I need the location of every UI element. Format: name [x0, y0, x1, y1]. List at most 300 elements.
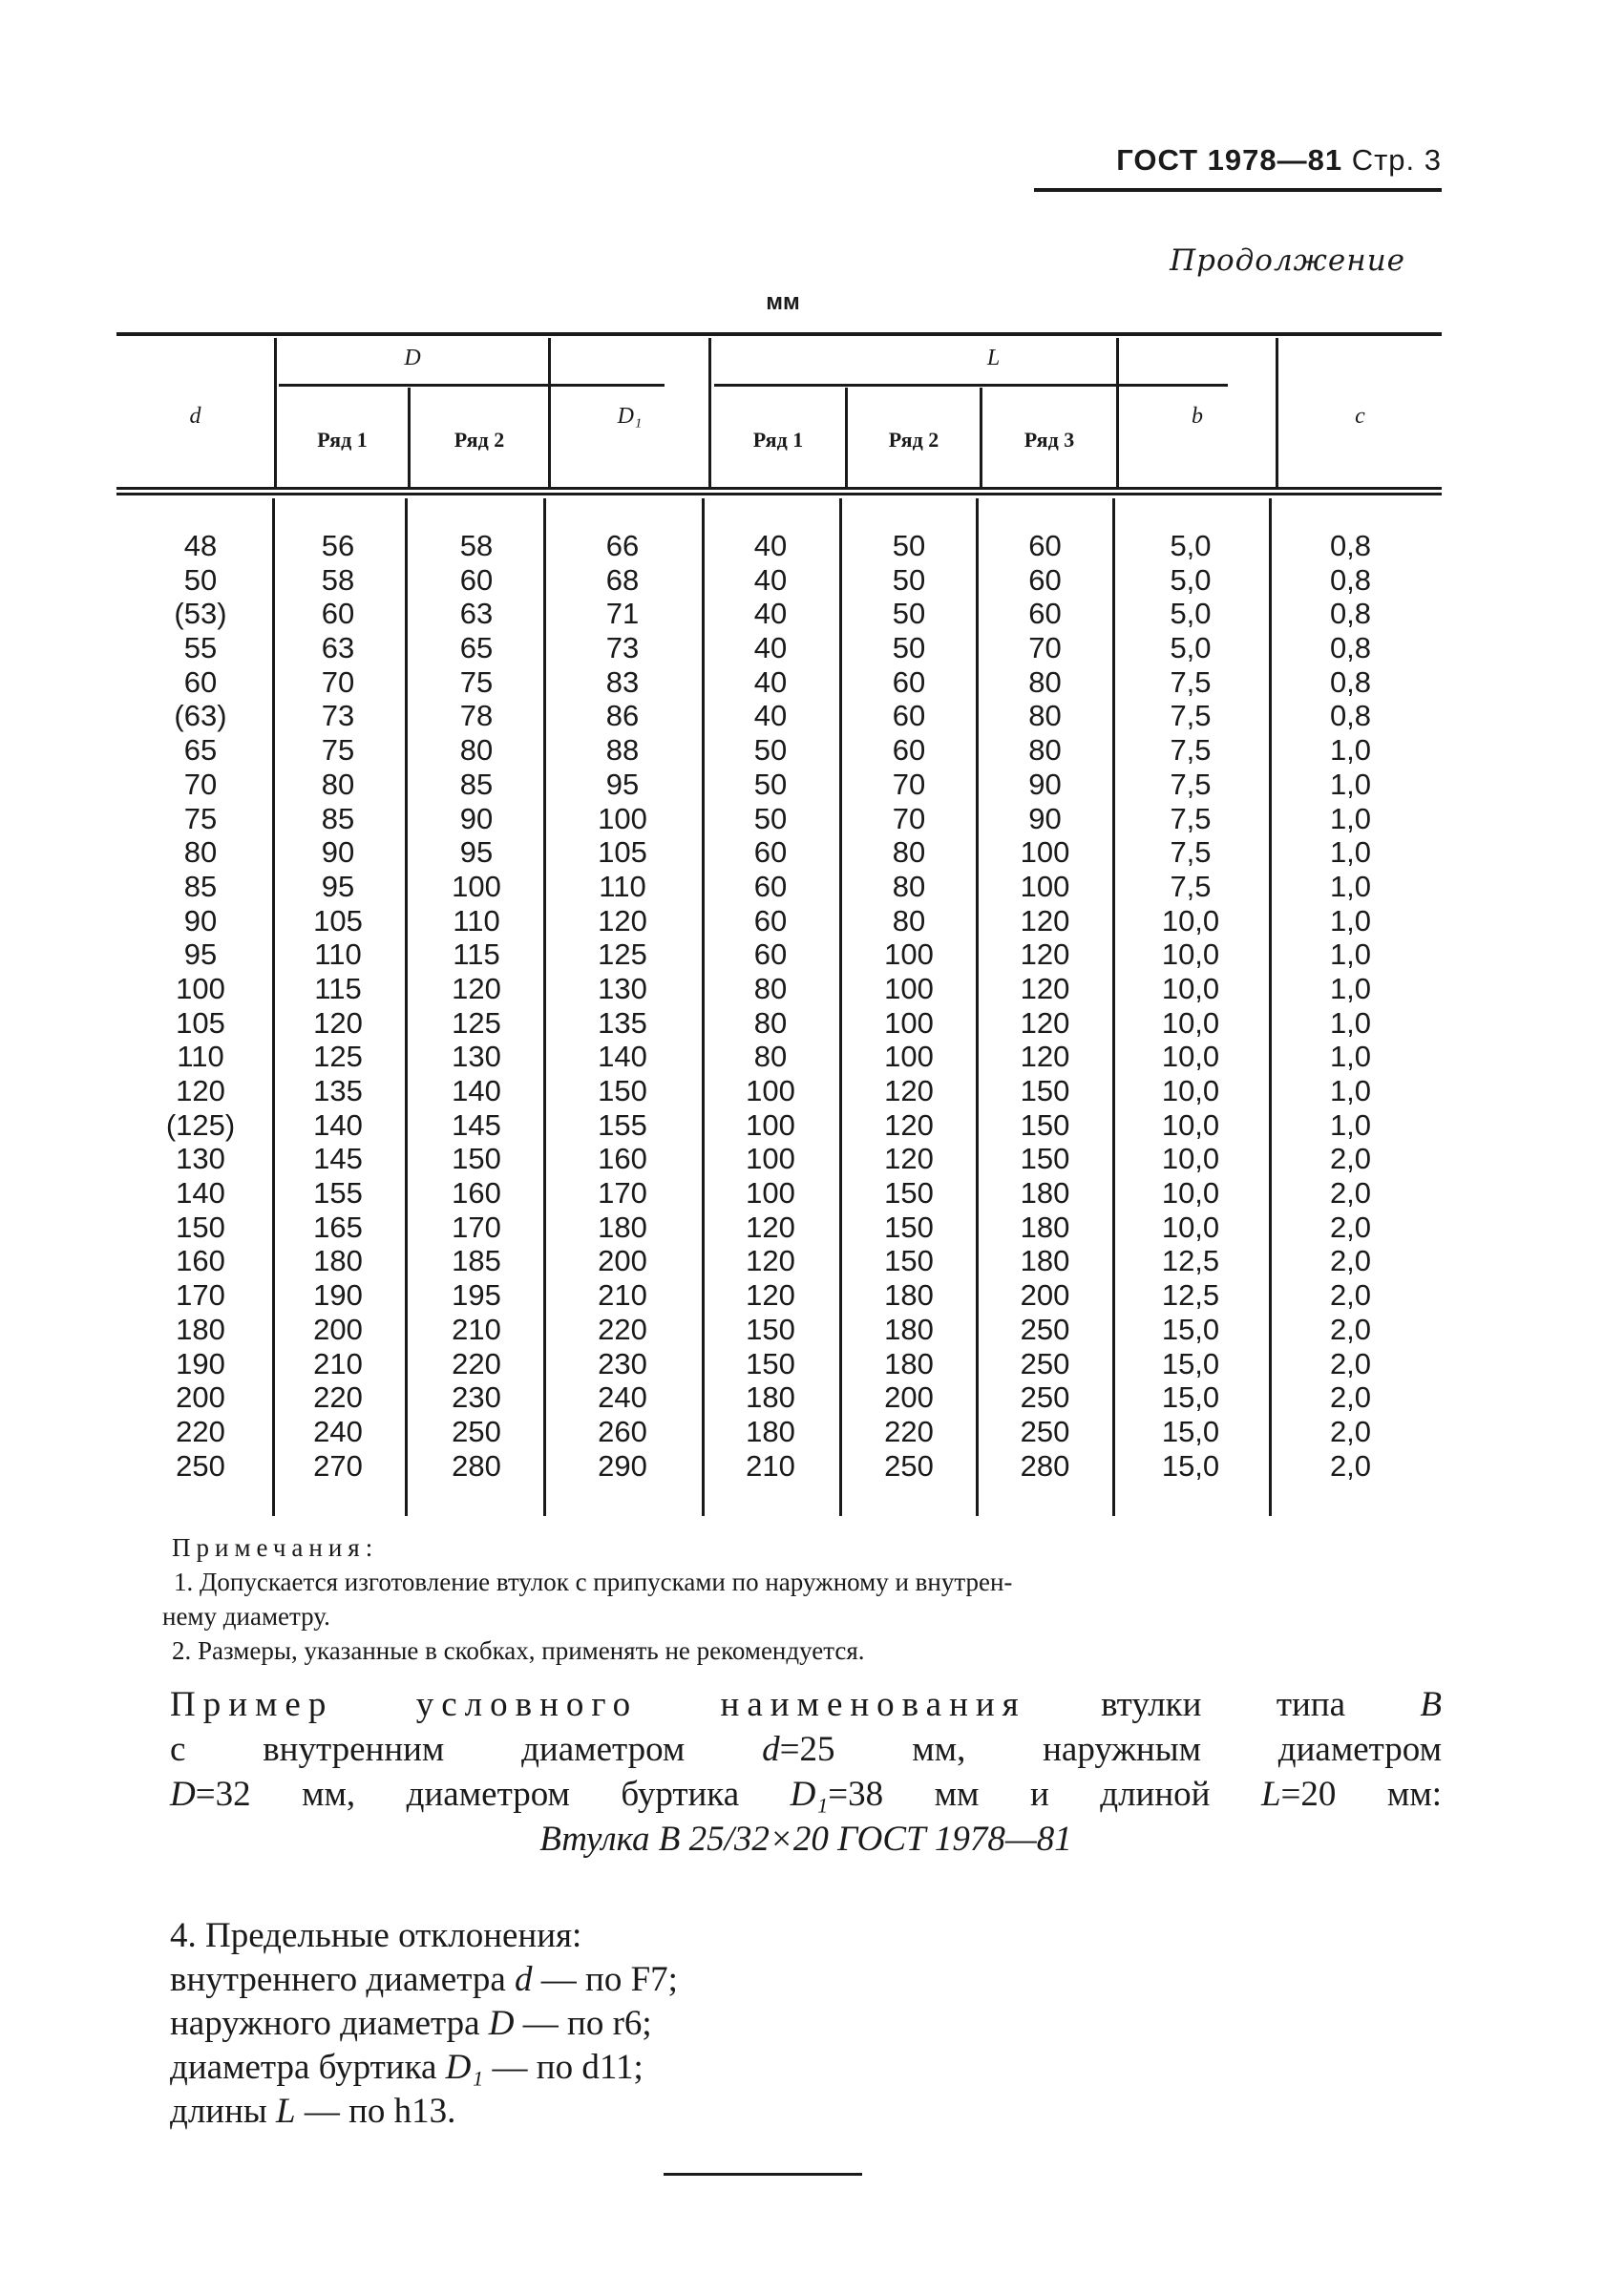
header-D-group: D [404, 346, 421, 370]
example-type: B [1420, 1685, 1442, 1724]
table-cell: 70 [1028, 631, 1062, 665]
table-cell: (53) [174, 597, 227, 631]
header-b: b [1192, 404, 1203, 429]
limit-line-1 [170, 1958, 1125, 2002]
table-cell: 40 [753, 664, 788, 699]
table-cell: 120 [1020, 1005, 1070, 1040]
table-cell: 180 [176, 1312, 225, 1346]
table-cell: 220 [598, 1312, 647, 1346]
vrule [1112, 498, 1115, 1516]
table-cell: 15,0 [1161, 1312, 1220, 1346]
limit-line-3 [170, 2046, 1125, 2090]
table-cell: 155 [598, 1107, 647, 1142]
table-cell: 105 [176, 1005, 225, 1040]
table-cell: 100 [452, 869, 501, 903]
table-cell: 60 [892, 664, 926, 699]
column-L-row1 [708, 529, 833, 1483]
table-cell: 110 [453, 903, 500, 937]
table-cell: 180 [746, 1380, 795, 1415]
header-d: d [189, 404, 201, 429]
table-cell: 80 [892, 903, 926, 937]
table-cell: 58 [321, 562, 355, 597]
table-cell: 86 [605, 699, 640, 733]
table-cell: 90 [1028, 801, 1062, 835]
limit-text: диаметра буртика [170, 2048, 437, 2087]
table-cell: 160 [598, 1142, 647, 1176]
table-cell: 185 [452, 1244, 501, 1278]
var-D1: D₁ [445, 2048, 484, 2087]
vrule [272, 498, 275, 1516]
table-cell: 60 [183, 664, 218, 699]
table-cell: 70 [892, 801, 926, 835]
var-L: L [1260, 1775, 1281, 1814]
example-line-3 [170, 1772, 1442, 1817]
column-c [1281, 529, 1420, 1483]
table-cell: 1,0 [1329, 971, 1372, 1005]
table-cell: 56 [321, 529, 355, 562]
table-cell: 10,0 [1161, 1142, 1220, 1176]
limit-deviations [170, 1914, 1125, 2134]
table-cell: 200 [313, 1312, 363, 1346]
d-group-rule [279, 384, 665, 387]
table-cell: 73 [605, 631, 640, 665]
table-cell: 55 [183, 631, 218, 665]
table-cell: 130 [176, 1142, 225, 1176]
table-cell: 1,0 [1329, 1040, 1372, 1074]
table-cell: 40 [753, 562, 788, 597]
table-cell: 12,5 [1161, 1244, 1220, 1278]
table-cell: 180 [884, 1346, 934, 1380]
column-D-row1 [281, 529, 395, 1483]
table-cell: 100 [884, 937, 934, 972]
table-cell: 1,0 [1329, 835, 1372, 870]
header-rule [1034, 188, 1442, 192]
table-cell: 150 [746, 1312, 795, 1346]
table-cell: 63 [459, 597, 494, 631]
table-cell: 210 [598, 1278, 647, 1313]
var-D: D [488, 2004, 515, 2043]
table-cell: 0,8 [1329, 562, 1372, 597]
header-bottom-rule-2 [116, 493, 1442, 495]
table-cell: 140 [176, 1176, 225, 1211]
continuation-label: Продолжение [1170, 243, 1405, 278]
table-cell: 5,0 [1170, 597, 1212, 631]
table-cell: 125 [313, 1040, 363, 1074]
table-cell: 170 [176, 1278, 225, 1313]
table-cell: 90 [321, 835, 355, 870]
table-cell: 180 [313, 1244, 363, 1278]
table-cell: 10,0 [1161, 1107, 1220, 1142]
table-cell: 145 [313, 1142, 363, 1176]
table-cell: 250 [1020, 1312, 1070, 1346]
table-cell: 120 [1020, 937, 1070, 972]
table-cell: 1,0 [1329, 801, 1372, 835]
table-cell: 100 [176, 971, 225, 1005]
table-cell: 210 [313, 1346, 363, 1380]
table-cell: 5,0 [1170, 631, 1212, 665]
l-group-rule [714, 384, 1228, 387]
table-cell: 2,0 [1329, 1278, 1372, 1313]
note-1-line-1: 1. Допускается изготовление втулок с припусками по наружному и внутрен- [174, 1568, 1013, 1596]
table-cell: 100 [884, 1040, 934, 1074]
table-cell: 95 [459, 835, 494, 870]
table-cell: 68 [605, 562, 640, 597]
header-L-row1: Ряд 1 [752, 428, 804, 452]
table-cell: 65 [183, 733, 218, 768]
table-cell: 280 [1020, 1448, 1070, 1483]
table-cell: 180 [1020, 1210, 1070, 1244]
header-L-group: L [986, 346, 1001, 370]
table-top-rule [116, 332, 1442, 336]
column-D1 [556, 529, 689, 1483]
vrule [839, 498, 842, 1516]
table-cell: 50 [753, 767, 788, 801]
table-cell: 170 [598, 1176, 647, 1211]
example-lead: Пример условного наименования [170, 1685, 1026, 1724]
table-cell: 150 [884, 1210, 934, 1244]
table-cell: 180 [1020, 1176, 1070, 1211]
table-cell: 140 [313, 1107, 363, 1142]
table-cell: 2,0 [1329, 1142, 1372, 1176]
header-L-row2: Ряд 2 [888, 428, 939, 452]
table-cell: 100 [884, 1005, 934, 1040]
table-cell: 12,5 [1161, 1278, 1220, 1313]
table-cell: 60 [1028, 562, 1062, 597]
table-cell: 50 [892, 631, 926, 665]
example-line-2 [170, 1727, 1442, 1772]
table-cell: 155 [313, 1176, 363, 1211]
table-cell: 1,0 [1329, 767, 1372, 801]
limit-text: — по h13. [304, 2092, 456, 2131]
dimensions-table [116, 332, 1442, 1516]
table-cell: 80 [892, 835, 926, 870]
table-cell: 200 [884, 1380, 934, 1415]
table-cell: 88 [605, 733, 640, 768]
table-cell: 95 [321, 869, 355, 903]
table-cell: 220 [452, 1346, 501, 1380]
table-cell: 75 [459, 664, 494, 699]
table-cell: 80 [892, 869, 926, 903]
table-cell: 1,0 [1329, 733, 1372, 768]
vrule [702, 498, 705, 1516]
table-cell: 80 [1028, 664, 1062, 699]
page-number: Стр. 3 [1351, 143, 1442, 177]
table-cell: 2,0 [1329, 1380, 1372, 1415]
table-cell: 120 [313, 1005, 363, 1040]
vrule [976, 498, 979, 1516]
table-cell: 200 [1020, 1278, 1070, 1313]
column-b [1119, 529, 1262, 1483]
table-cell: 115 [453, 937, 500, 972]
table-cell: 80 [753, 1040, 788, 1074]
table-cell: 40 [753, 631, 788, 665]
table-cell: 180 [884, 1312, 934, 1346]
table-cell: 200 [598, 1244, 647, 1278]
table-cell: 250 [1020, 1414, 1070, 1448]
table-cell: 120 [598, 903, 647, 937]
standard-number: ГОСТ 1978—81 [1116, 143, 1343, 177]
table-cell: 120 [176, 1074, 225, 1107]
table-cell: 150 [176, 1210, 225, 1244]
table-cell: 150 [884, 1244, 934, 1278]
column-L-row2 [847, 529, 971, 1483]
header-bottom-rule-1 [116, 487, 1442, 490]
example-text: =25 мм, наружным диаметром [779, 1730, 1442, 1769]
limit-text: наружного диаметра [170, 2004, 480, 2043]
table-cell: 85 [459, 767, 494, 801]
table-cell: 100 [1020, 835, 1070, 870]
table-cell: 135 [598, 1005, 647, 1040]
table-cell: 2,0 [1329, 1312, 1372, 1346]
table-cell: 50 [892, 562, 926, 597]
page-header [1031, 143, 1442, 178]
limit-line-4 [170, 2090, 1125, 2134]
var-D: D [170, 1775, 196, 1814]
table-cell: 80 [1028, 699, 1062, 733]
table-cell: 230 [598, 1346, 647, 1380]
table-cell: 1,0 [1329, 1074, 1372, 1107]
table-cell: 2,0 [1329, 1244, 1372, 1278]
table-cell: 250 [1020, 1346, 1070, 1380]
table-cell: 100 [746, 1074, 795, 1107]
table-cell: 83 [605, 664, 640, 699]
example-line1-rest: втулки типа [1101, 1685, 1346, 1724]
table-cell: 10,0 [1161, 1040, 1220, 1074]
table-cell: 73 [321, 699, 355, 733]
table-cell: 0,8 [1329, 664, 1372, 699]
table-cell: (125) [165, 1107, 236, 1142]
table-cell: 10,0 [1161, 1176, 1220, 1211]
table-cell: 66 [605, 529, 640, 562]
table-cell: 60 [459, 562, 494, 597]
table-cell: 7,5 [1170, 835, 1212, 870]
table-cell: 70 [183, 767, 218, 801]
table-cell: 85 [321, 801, 355, 835]
table-cell: (63) [174, 699, 227, 733]
table-cell: 15,0 [1161, 1448, 1220, 1483]
table-cell: 105 [313, 903, 363, 937]
vrule [405, 498, 408, 1516]
table-cell: 48 [183, 529, 218, 562]
table-cell: 130 [452, 1040, 501, 1074]
table-cell: 135 [313, 1074, 363, 1107]
table-cell: 7,5 [1170, 664, 1212, 699]
limit-text: — по d11; [492, 2048, 644, 2087]
table-cell: 280 [452, 1448, 501, 1483]
table-cell: 95 [183, 937, 218, 972]
table-cell: 60 [753, 869, 788, 903]
table-cell: 240 [598, 1380, 647, 1415]
vrule [543, 498, 546, 1516]
header-L-row3: Ряд 3 [1024, 428, 1075, 452]
table-cell: 40 [753, 699, 788, 733]
table-cell: 200 [176, 1380, 225, 1415]
table-cell: 10,0 [1161, 903, 1220, 937]
table-cell: 2,0 [1329, 1448, 1372, 1483]
table-cell: 2,0 [1329, 1346, 1372, 1380]
table-cell: 7,5 [1170, 801, 1212, 835]
table-cell: 190 [176, 1346, 225, 1380]
table-cell: 195 [452, 1278, 501, 1313]
var-L: L [276, 2092, 296, 2131]
table-cell: 90 [459, 801, 494, 835]
table-cell: 60 [753, 937, 788, 972]
table-cell: 10,0 [1161, 1005, 1220, 1040]
table-cell: 10,0 [1161, 1210, 1220, 1244]
table-cell: 250 [452, 1414, 501, 1448]
table-cell: 120 [1020, 1040, 1070, 1074]
table-cell: 75 [183, 801, 218, 835]
var-d: d [762, 1730, 780, 1769]
table-cell: 80 [321, 767, 355, 801]
table-cell: 5,0 [1170, 562, 1212, 597]
table-cell: 65 [459, 631, 494, 665]
table-cell: 2,0 [1329, 1210, 1372, 1244]
table-cell: 100 [598, 801, 647, 835]
table-cell: 115 [314, 971, 362, 1005]
table-cell: 180 [746, 1414, 795, 1448]
table-cell: 10,0 [1161, 971, 1220, 1005]
table-cell: 2,0 [1329, 1176, 1372, 1211]
table-cell: 90 [1028, 767, 1062, 801]
table-cell: 110 [177, 1040, 224, 1074]
table-cell: 120 [452, 971, 501, 1005]
table-cell: 80 [1028, 733, 1062, 768]
table-cell: 150 [1020, 1107, 1070, 1142]
table-cell: 60 [1028, 529, 1062, 562]
table-cell: 63 [321, 631, 355, 665]
table-cell: 230 [452, 1380, 501, 1415]
table-cell: 80 [183, 835, 218, 870]
table-cell: 220 [176, 1414, 225, 1448]
table-cell: 50 [753, 801, 788, 835]
table-cell: 170 [452, 1210, 501, 1244]
table-cell: 100 [746, 1142, 795, 1176]
table-cell: 140 [598, 1040, 647, 1074]
table-cell: 5,0 [1170, 529, 1212, 562]
notes [162, 1530, 1442, 1668]
limits-title: 4. Предельные отклонения: [170, 1916, 582, 1955]
table-cell: 125 [598, 937, 647, 972]
table-cell: 15,0 [1161, 1346, 1220, 1380]
table-cell: 70 [892, 767, 926, 801]
table-cell: 80 [753, 1005, 788, 1040]
table-cell: 210 [746, 1448, 795, 1483]
limit-text: внутреннего диаметра [170, 1960, 506, 1999]
notes-title: Примечания: [172, 1533, 379, 1562]
example-text: =32 мм, диаметром буртика [195, 1775, 740, 1814]
table-cell: 150 [746, 1346, 795, 1380]
table-cell: 180 [884, 1278, 934, 1313]
table-cell: 60 [892, 733, 926, 768]
table-cell: 7,5 [1170, 869, 1212, 903]
note-1-line-2: нему диаметру. [162, 1602, 330, 1631]
var-d: d [515, 1960, 533, 1999]
table-cell: 110 [599, 869, 646, 903]
table-cell: 120 [746, 1278, 795, 1313]
table-cell: 250 [1020, 1380, 1070, 1415]
header-c: c [1355, 404, 1365, 429]
table-cell: 150 [452, 1142, 501, 1176]
table-cell: 100 [1020, 869, 1070, 903]
limit-line-2 [170, 2002, 1125, 2046]
table-cell: 0,8 [1329, 699, 1372, 733]
table-cell: 240 [313, 1414, 363, 1448]
table-cell: 250 [176, 1448, 225, 1483]
table-cell: 15,0 [1161, 1380, 1220, 1415]
table-cell: 100 [884, 971, 934, 1005]
table-cell: 75 [321, 733, 355, 768]
table-cell: 95 [605, 767, 640, 801]
limit-text: — по r6; [522, 2004, 652, 2043]
table-cell: 58 [459, 529, 494, 562]
table-cell: 50 [183, 562, 218, 597]
table-cell: 190 [313, 1278, 363, 1313]
table-cell: 290 [598, 1448, 647, 1483]
table-cell: 2,0 [1329, 1414, 1372, 1448]
table-cell: 130 [598, 971, 647, 1005]
table-cell: 7,5 [1170, 699, 1212, 733]
designation: Втулка В 25/32×20 ГОСТ 1978—81 [539, 1820, 1072, 1859]
table-cell: 1,0 [1329, 1107, 1372, 1142]
table-cell: 10,0 [1161, 937, 1220, 972]
table-cell: 125 [452, 1005, 501, 1040]
table-cell: 150 [598, 1074, 647, 1107]
table-cell: 80 [459, 733, 494, 768]
header-D-row1: Ряд 1 [317, 428, 368, 452]
table-cell: 120 [1020, 971, 1070, 1005]
table-cell: 7,5 [1170, 733, 1212, 768]
table-cell: 110 [314, 937, 362, 972]
table-cell: 180 [1020, 1244, 1070, 1278]
table-cell: 50 [753, 733, 788, 768]
table-cell: 250 [884, 1448, 934, 1483]
table-cell: 100 [746, 1107, 795, 1142]
table-cell: 85 [183, 869, 218, 903]
table-cell: 90 [183, 903, 218, 937]
footer-rule [664, 2173, 862, 2176]
table-cell: 220 [884, 1414, 934, 1448]
table-cell: 120 [746, 1210, 795, 1244]
table-cell: 80 [753, 971, 788, 1005]
limit-text: длины [170, 2092, 267, 2131]
table-cell: 60 [1028, 597, 1062, 631]
column-D-row2 [414, 529, 538, 1483]
example-line-1 [170, 1682, 1442, 1727]
table-cell: 71 [605, 597, 640, 631]
table-cell: 60 [321, 597, 355, 631]
table-cell: 160 [452, 1176, 501, 1211]
table-cell: 10,0 [1161, 1074, 1220, 1107]
designation-example [170, 1682, 1442, 1862]
vrule [1269, 498, 1272, 1516]
table-cell: 0,8 [1329, 597, 1372, 631]
column-d [143, 529, 258, 1483]
table-cell: 70 [321, 664, 355, 699]
table-cell: 210 [452, 1312, 501, 1346]
table-cell: 220 [313, 1380, 363, 1415]
limit-text: — по F7; [540, 1960, 678, 1999]
table-cell: 165 [313, 1210, 363, 1244]
table-cell: 100 [746, 1176, 795, 1211]
table-cell: 0,8 [1329, 529, 1372, 562]
table-cell: 60 [753, 903, 788, 937]
table-cell: 120 [1020, 903, 1070, 937]
table-cell: 260 [598, 1414, 647, 1448]
units-label: мм [766, 289, 800, 315]
note-2: 2. Размеры, указанные в скобках, применять не рекомендуется. [172, 1636, 865, 1665]
example-text: =38 мм и длиной [828, 1775, 1211, 1814]
